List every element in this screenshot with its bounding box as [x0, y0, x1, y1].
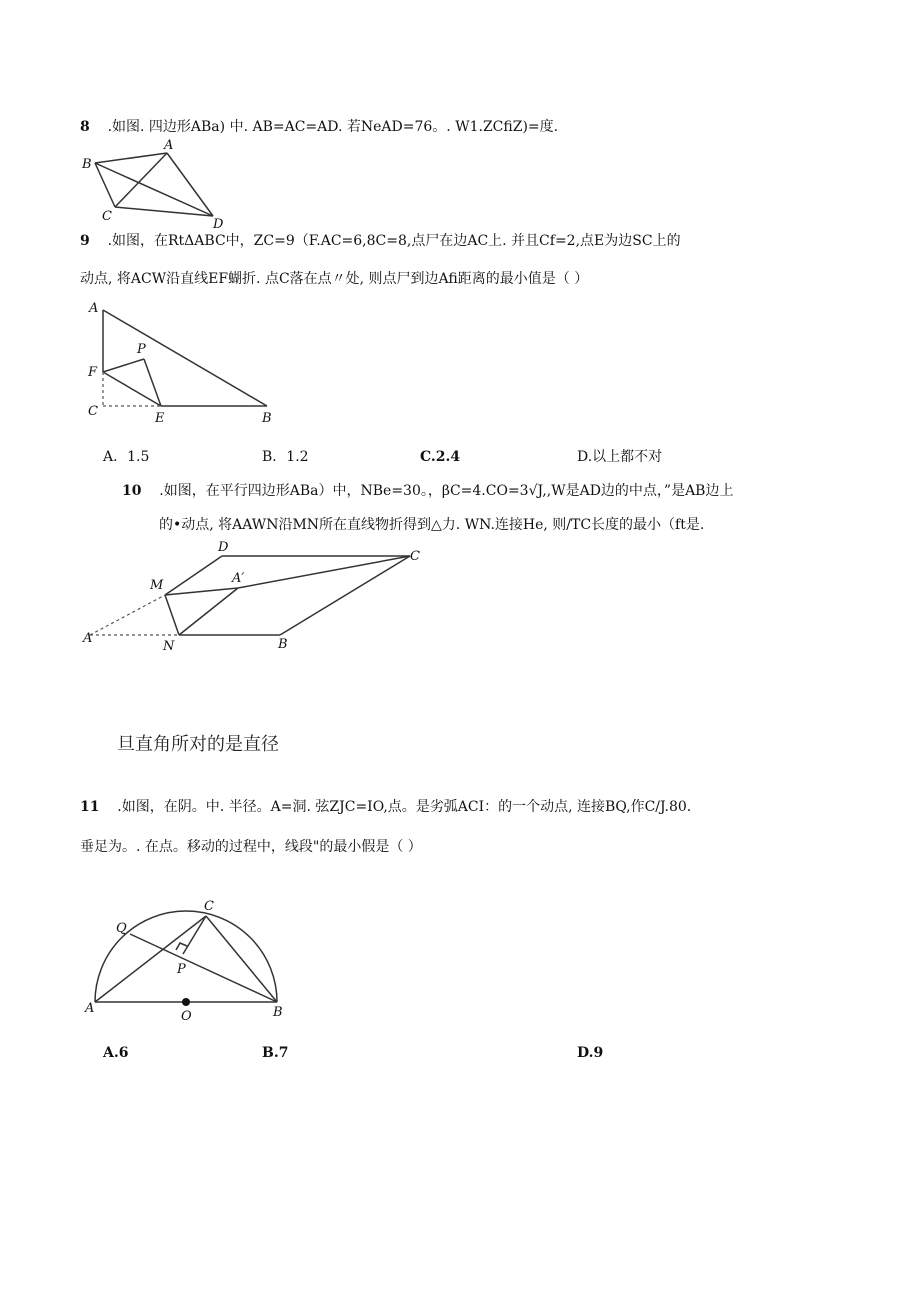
q8-label-a: A — [164, 138, 174, 153]
q11-figure — [80, 890, 300, 1030]
q10-stem-2: 的•动点, 将AAWN沿MN所在直线物折得到△力. WN.连接He, 则/TC长度的最小（ft是. — [159, 517, 705, 533]
q10-stem-1: .如图，在平行四边形ABa）中，NBe=30。，βC=4.CO=3√J,,W是AD边的中点，”是AB边上 — [159, 483, 734, 499]
q8-number: 8 — [80, 119, 90, 135]
q8-label-c: C — [102, 209, 112, 224]
q11-label-b: B — [273, 1005, 283, 1020]
q9-option-c: C.2.4 — [420, 449, 461, 465]
q10-line2 — [159, 516, 704, 534]
q9-label-p: P — [137, 342, 146, 357]
q10-label-c: C — [410, 549, 420, 564]
q11-stem-2: 垂足为。. 在点。移动的过程中，线段"的最小假是（ ） — [80, 839, 422, 855]
q9-figure — [85, 298, 285, 428]
q9-label-a: A — [89, 301, 99, 316]
q11-label-p: P — [177, 962, 186, 977]
q10-label-a-prime: A′ — [232, 571, 245, 586]
q11-number: 11 — [80, 799, 100, 815]
q10-label-m: M — [150, 578, 164, 593]
q11-line1 — [80, 798, 691, 816]
q11-label-q: Q — [116, 921, 127, 936]
q11-stem-1: .如图，在阴。中. 半径。A=洞. 弦ZJC=IO,点。是劣弧ACI：的一个动点, 连接BQ,作C/J.80. — [117, 799, 692, 815]
q9-line2 — [80, 270, 588, 288]
q8-text — [80, 118, 558, 136]
q8-stem: .如图. 四边形ABa) 中. AB=AC=AD. 若NeAD=76。. W1.ZCfiZ)=度. — [107, 119, 559, 135]
q11-line2 — [80, 838, 422, 856]
q9-line1 — [80, 232, 681, 250]
q9-option-d: D.以上都不对 — [577, 449, 663, 465]
q9-number: 9 — [80, 233, 90, 249]
q9-option-a: A．1.5 — [103, 449, 150, 465]
q9-label-b: B — [262, 411, 272, 426]
q10-figure — [80, 538, 440, 653]
q10-number: 10 — [122, 483, 142, 499]
q11-option-a: A.6 — [103, 1045, 129, 1061]
q11-label-c: C — [204, 899, 214, 914]
q9-stem-1: .如图，在RtΔABC中，ZC=9（F.AC=6,8C=8,点尸在边AC上. 并且Cf=2,点E为边SC上的 — [107, 233, 681, 249]
q8-label-d: D — [213, 217, 224, 232]
q10-label-b: B — [278, 637, 288, 652]
q9-label-c: C — [88, 404, 98, 419]
q9-option-b: B．1.2 — [262, 449, 309, 465]
section-heading: 旦直角所对的是直径 — [117, 734, 279, 755]
q10-line1 — [122, 482, 733, 500]
q11-option-d: D.9 — [577, 1045, 604, 1061]
q8-label-b: B — [82, 157, 92, 172]
q9-stem-2: 动点, 将ACW沿直线EF蝴折. 点C落在点〃处, 则点尸到边Afi距离的最小值是（ ） — [80, 271, 589, 287]
q10-label-n: N — [163, 639, 175, 654]
q10-label-d: D — [218, 540, 229, 555]
q11-label-o: O — [181, 1009, 192, 1024]
q11-label-a: A — [85, 1001, 95, 1016]
q11-option-b: B.7 — [262, 1045, 289, 1061]
q8-figure — [80, 138, 240, 230]
q9-label-e: E — [155, 411, 165, 426]
q10-label-a: A — [83, 631, 93, 646]
q9-label-f: F — [88, 365, 98, 380]
